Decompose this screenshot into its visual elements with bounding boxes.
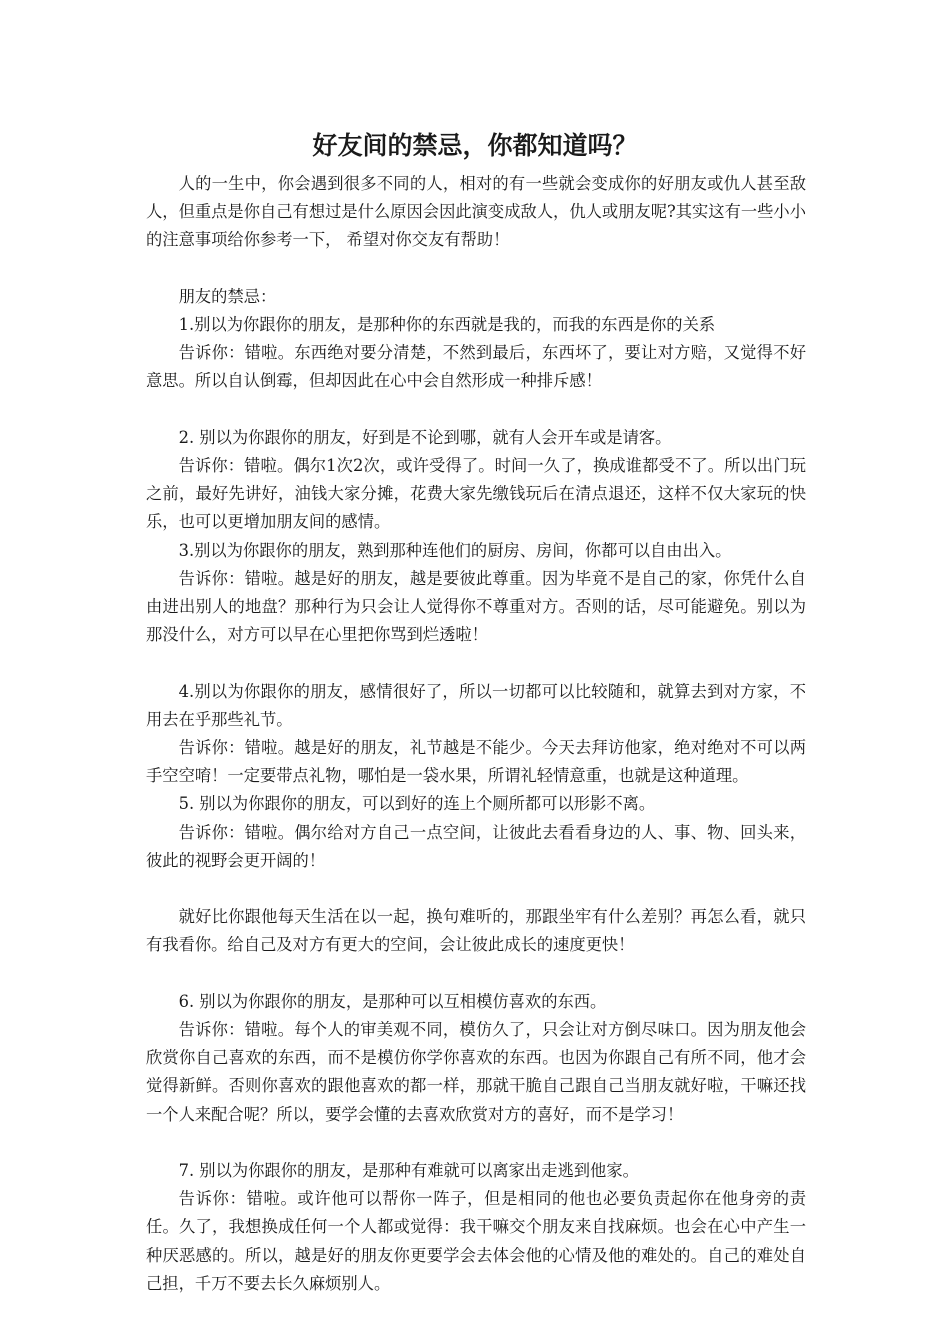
paragraph: 就好比你跟他每天生活在以一起，换句难听的，那跟坐牢有什么差别？再怎么看，就只有我看你。给自己及对方有更大的空间，会让彼此成长的速度更快！ [146,907,806,955]
paragraph-spacer [146,1129,806,1157]
paragraph: 告诉你：错啦。越是好的朋友，礼节越是不能少。今天去拜访他家，绝对绝对不可以两手空空唷！一定要带点礼物，哪怕是一袋水果，所谓礼轻情意重，也就是这种道理。 [146,738,806,786]
paragraph: 告诉你：错啦。偶尔1次2次，或许受得了。时间一久了，换成谁都受不了。所以出门玩之前，最好先讲好，油钱大家分摊，花费大家先缴钱玩后在清点退还，这样不仅大家玩的快乐，也可以更增加朋友间的感情。 [146,456,806,532]
document-body [146,170,806,1298]
paragraph: 4.别以为你跟你的朋友，感情很好了，所以一切都可以比较随和，就算去到对方家，不用去在乎那些礼节。 [146,681,806,729]
paragraph-spacer [146,649,806,677]
paragraph: 告诉你：错啦。每个人的审美观不同，模仿久了，只会让对方倒尽味口。因为朋友他会欣赏你自己喜欢的东西，而不是模仿你学你喜欢的东西。也因为你跟自己有所不同，他才会觉得新鲜。否则你喜欢的跟他喜欢的都一样，那就干脆自己跟自己当朋友就好啦，干嘛还找一个人来配合呢？所以，要学会懂的去喜欢欣赏对方的喜好，而不是学习！ [146,1020,806,1124]
paragraph-spacer [146,875,806,903]
paragraph: 朋友的禁忌： [178,286,277,306]
paragraph: 7. 别以为你跟你的朋友，是那种有难就可以离家出走逃到他家。 [178,1161,639,1181]
paragraph: 2. 别以为你跟你的朋友，好到是不论到哪，就有人会开车或是请客。 [178,427,672,447]
paragraph: 6. 别以为你跟你的朋友，是那种可以互相模仿喜欢的东西。 [178,991,607,1011]
paragraph: 3.别以为你跟你的朋友，熟到那种连他们的厨房、房间，你都可以自由出入。 [178,540,732,560]
paragraph-spacer [146,960,806,988]
paragraph: 人的一生中，你会遇到很多不同的人，相对的有一些就会变成你的好朋友或仇人甚至敌人，但重点是你自己有想过是什么原因会因此演变成敌人，仇人或朋友呢?其实这有一些小小的注意事项给你参考一下， 希望对你交友有帮助！ [146,174,806,250]
paragraph: 1.别以为你跟你的朋友，是那种你的东西就是我的，而我的东西是你的关系 [178,315,716,334]
paragraph: 告诉你：错啦。东西绝对要分清楚，不然到最后，东西坏了，要让对方赔，又觉得不好意思。所以自认倒霉，但却因此在心中会自然形成一种排斥感！ [146,343,806,391]
paragraph-spacer [146,396,806,424]
paragraph: 告诉你：错啦。或许他可以帮你一阵子，但是相同的他也必要负责起你在他身旁的责任。久了，我想换成任何一个人都或觉得：我干嘛交个朋友来自找麻烦。也会在心中产生一种厌恶感的。所以，越是好的朋友你更要学会去体会他的心情及他的难处的。自己的难处自己担，千万不要去长久麻烦别人。 [146,1189,806,1293]
paragraph-spacer [146,255,806,283]
paragraph: 告诉你：错啦。越是好的朋友，越是要彼此尊重。因为毕竟不是自己的家，你凭什么自由进出别人的地盘？那种行为只会让人觉得你不尊重对方。否则的话，尽可能避免。别以为那没什么，对方可以早在心里把你骂到烂透啦！ [146,568,806,645]
paragraph: 告诉你：错啦。偶尔给对方自己一点空间，让彼此去看看身边的人、事、物、回头来，彼此的视野会更开阔的！ [146,822,806,870]
paragraph: 5. 别以为你跟你的朋友，可以到好的连上个厕所都可以形影不离。 [178,794,656,814]
document-title: 好友间的禁忌，你都知道吗？ [312,131,638,160]
